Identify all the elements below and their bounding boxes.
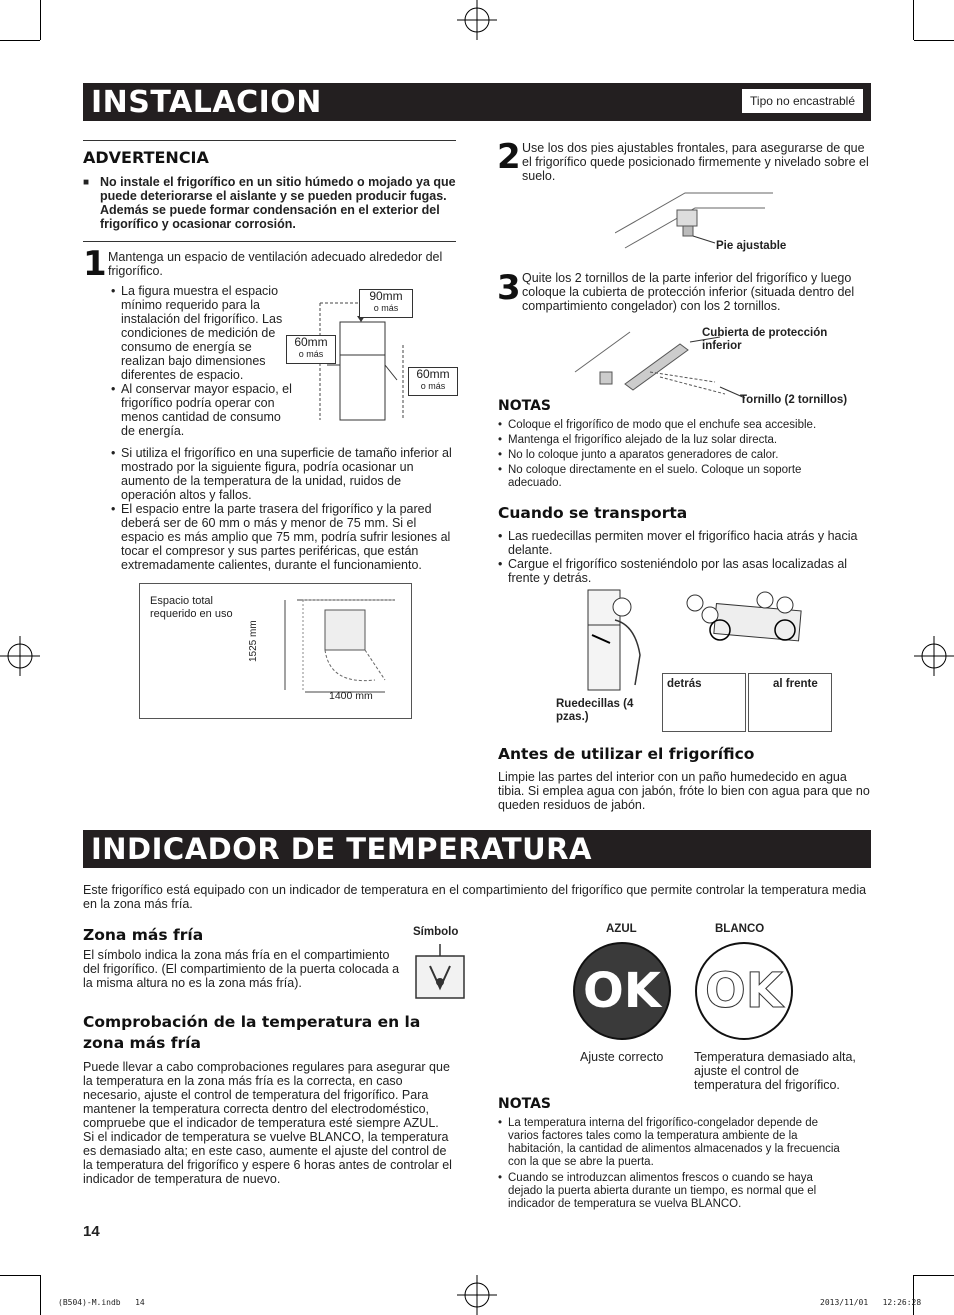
crop-mark bbox=[914, 40, 954, 41]
crop-mark bbox=[913, 1275, 914, 1315]
space-width: 1400 mm bbox=[329, 690, 373, 702]
step-1-number: 1 bbox=[83, 244, 107, 284]
divider bbox=[83, 140, 456, 141]
divider bbox=[83, 241, 456, 242]
crop-mark bbox=[0, 40, 40, 41]
foot-label: Pie ajustable bbox=[716, 240, 787, 252]
zona-text: El símbolo indica la zona más fría en el compartimiento del frigorífico. (El compartimiento de la puerta colocada a la misma altura no es la zona más fría). bbox=[83, 948, 400, 990]
list-item: • Al conservar mayor espacio, el frigorífico podría operar con menos cantidad de consumo de energía. bbox=[111, 382, 296, 438]
comprobacion-heading: Comprobación de la temperatura en la zona más fría bbox=[83, 1013, 421, 1052]
ok-white-indicator bbox=[695, 942, 793, 1040]
dim-left-box bbox=[286, 335, 336, 364]
notas-list bbox=[498, 419, 858, 490]
step-1-bullets-narrow bbox=[111, 284, 296, 438]
blue-caption: Ajuste correcto bbox=[580, 1050, 664, 1064]
dim-left-omas: o más bbox=[298, 349, 324, 359]
cold-zone-symbol-icon bbox=[412, 942, 468, 1000]
print-date: 2013/11/01 12:26:28 bbox=[820, 1298, 922, 1307]
ok-blue-text: OK bbox=[583, 963, 661, 1019]
crop-mark bbox=[40, 0, 41, 40]
type-tag: Tipo no encastrablé bbox=[742, 89, 863, 113]
registration-mark bbox=[914, 636, 954, 676]
wheels-label: Ruedecillas (4 pzas.) bbox=[556, 698, 634, 723]
dim-right-omas: o más bbox=[420, 381, 446, 391]
dim-right-box bbox=[408, 367, 458, 396]
list-item: • Mantenga el frigorífico alejado de la luz solar directa. bbox=[498, 434, 858, 447]
blue-label: AZUL bbox=[606, 923, 637, 935]
list-item: • Coloque el frigorífico de modo que el enchufe sea accesible. bbox=[498, 419, 858, 432]
white-caption: Temperatura demasiado alta, ajuste el control de temperatura del frigorífico. bbox=[694, 1050, 856, 1092]
dim-top-omas: o más bbox=[373, 303, 399, 313]
front-label: al frente bbox=[773, 678, 818, 690]
indicador-title: INDICADOR DE TEMPERATURA bbox=[91, 832, 592, 866]
antes-text: Limpie las partes del interior con un paño humedecido en agua tibia. Si emplea agua con jabón, fróte lo bien con agua para que no queden residuos de jabón. bbox=[498, 770, 870, 812]
antes-heading: Antes de utilizar el frigorífico bbox=[498, 745, 755, 763]
registration-mark bbox=[457, 0, 497, 40]
white-label: BLANCO bbox=[715, 923, 765, 935]
notas-heading: NOTAS bbox=[498, 398, 551, 414]
ok-white-text: OK bbox=[705, 963, 783, 1019]
list-item: • El espacio entre la parte trasera del frigorífico y la pared deberá ser de 60 mm o más y menor de 75 mm. Si el espacio es más amplio que 75 mm, podría sufrir lesiones al tocar el compresor y sus partes periféricas, que están extremadamente calientes, durante el funcionamiento. bbox=[111, 502, 456, 572]
page-number: 14 bbox=[83, 1223, 100, 1240]
crop-mark bbox=[914, 1275, 954, 1276]
crop-mark bbox=[0, 1275, 40, 1276]
step-3-text: Quite los 2 tornillos de la parte inferior del frigorífico y luego coloque la cubierta de protección inferior (situada dentro del compartimiento congelador) con los 2 tornillos. bbox=[522, 271, 855, 313]
advertencia-text: No instale el frigorífico en un sitio húmedo o mojado ya que puede deteriorarse el aislante y se pueden producir fugas. Además se puede formar condensación en el exterior del frigorífico y ocasionar corrosión. bbox=[100, 175, 456, 231]
step-2-number: 2 bbox=[497, 137, 521, 177]
ok-blue-indicator bbox=[573, 942, 671, 1040]
crop-mark bbox=[913, 0, 914, 40]
list-item: • Cargue el frigorífico sosteniéndolo por las asas localizadas al frente y detrás. bbox=[498, 557, 870, 585]
space-height: 1525 mm bbox=[248, 620, 259, 662]
comprobacion-text: Puede llevar a cabo comprobaciones regulares para asegurar que la temperatura en la zona más fría es la correcta, en caso necesario, ajuste el control de temperatura del frigorífico. Para mantener la temperatura correcta dentro del electrodoméstico, compruebe que el indicador de temperatura esté siempre AZUL. Si el indicador de temperatura se vuelve BLANCO, la temperatura es demasiado alta; en este caso, aumente el ajuste del control de la temperatura del frigorífico y espere 6 horas antes de controlar el indicador de temperatura de nuevo. bbox=[83, 1060, 452, 1186]
file-info: (B504)-M.indb 14 bbox=[58, 1298, 145, 1307]
screws-label: Tornillo (2 tornillos) bbox=[740, 394, 848, 406]
registration-mark bbox=[457, 1275, 497, 1315]
list-item: • La temperatura interna del frigorífico-congelador depende de varios factores tales como la temperatura ambiente de la habitación, la cantidad de alimentos almacenados y la frecuencia con la que se abre la puerta. bbox=[498, 1117, 848, 1169]
step-1-bullets-wide bbox=[111, 446, 456, 572]
list-item: • No coloque directamente en el suelo. Coloque un soporte adecuado. bbox=[498, 464, 858, 490]
dim-top: 90mm bbox=[369, 289, 403, 303]
crop-mark bbox=[40, 1275, 41, 1315]
dim-left: 60mm bbox=[294, 335, 328, 349]
list-item: • No lo coloque junto a aparatos generadores de calor. bbox=[498, 449, 858, 462]
space-label: Espacio total requerido en uso bbox=[150, 595, 233, 620]
symbol-label: Símbolo bbox=[413, 926, 459, 938]
zona-heading: Zona más fría bbox=[83, 926, 204, 944]
indicador-banner bbox=[83, 830, 871, 868]
dim-top-box bbox=[359, 289, 413, 318]
list-item: • Si utiliza el frigorífico en una superficie de tamaño inferior al mostrado por la siguiente figura, podría ocasionar un aumento de la temperatura de la unidad, ruidos de operación altos y fallos. bbox=[111, 446, 456, 502]
step-3-number: 3 bbox=[497, 268, 521, 308]
notas-heading-2: NOTAS bbox=[498, 1096, 551, 1112]
list-item: • La figura muestra el espacio mínimo requerido para la instalación del frigorífico. Las condiciones de medición de consumo de energía se realizan bajo dimensiones diferentes de espacio. bbox=[111, 284, 296, 382]
back-label: detrás bbox=[667, 678, 702, 690]
indicador-intro: Este frigorífico está equipado con un indicador de temperatura en el compartimiento del frigorífico que permite controlar la temperatura media en la zona más fría. bbox=[83, 883, 867, 911]
instalacion-banner bbox=[83, 83, 871, 121]
transporta-list bbox=[498, 529, 870, 585]
list-item: • Las ruedecillas permiten mover el frigorífico hacia atrás y hacia delante. bbox=[498, 529, 870, 557]
notas-list-2 bbox=[498, 1117, 848, 1211]
transporta-heading: Cuando se transporta bbox=[498, 504, 688, 522]
advertencia-heading: ADVERTENCIA bbox=[83, 148, 209, 167]
instalacion-title: INSTALACION bbox=[91, 85, 322, 120]
list-item: • Cuando se introduzcan alimentos frescos o cuando se haya dejado la puerta abierta durante un tiempo, es normal que el indicador de temperatura se vuelva BLANCO. bbox=[498, 1172, 848, 1211]
registration-mark bbox=[0, 636, 40, 676]
dim-right: 60mm bbox=[416, 367, 450, 381]
cover-label: Cubierta de protección inferior bbox=[702, 327, 828, 352]
advertencia-bullet: ■ bbox=[83, 177, 90, 188]
step-2-text: Use los dos pies ajustables frontales, para asegurarse de que el frigorífico quede posicionado firmemente y nivelado sobre el suelo. bbox=[522, 141, 869, 183]
step-1-text: Mantenga un espacio de ventilación adecuado alrededor del frigorífico. bbox=[108, 250, 443, 278]
